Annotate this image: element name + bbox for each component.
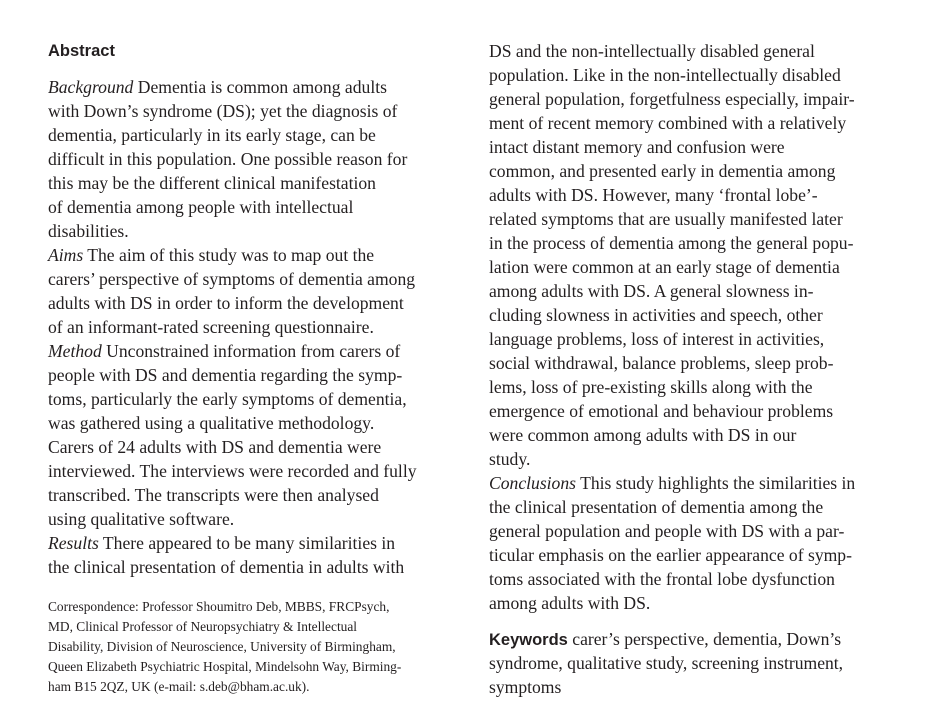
line-text: The aim of this study was to map out the	[83, 245, 375, 265]
line-text: were common among adults with DS in our	[489, 425, 797, 445]
abstract-left-line	[48, 291, 404, 315]
abstract-left-line	[48, 243, 374, 267]
abstract-left-line	[48, 339, 400, 363]
abstract-left-line	[48, 363, 402, 387]
line-text: study.	[489, 449, 531, 469]
line-text: lems, loss of pre-existing skills along with the	[489, 377, 813, 397]
line-text: carers’ perspective of symptoms of dementia among	[48, 269, 416, 289]
abstract-right-line	[489, 471, 855, 495]
line-text: population. Like in the non-intellectually disabled	[489, 65, 841, 85]
abstract-right-line	[489, 63, 841, 87]
abstract-left-line	[48, 267, 415, 291]
abstract-left-line	[48, 219, 129, 243]
line-text: the clinical presentation of dementia in adults with	[48, 557, 405, 577]
line-text: ment of recent memory combined with a relatively	[489, 113, 847, 133]
line-text: adults with DS in order to inform the development	[48, 293, 404, 313]
line-text: social withdrawal, balance problems, sleep prob-	[489, 353, 834, 373]
line-text: of an informant-rated screening questionnaire.	[48, 317, 374, 337]
section-label: Aims	[48, 245, 84, 265]
abstract-right-line	[489, 255, 840, 279]
section-label: Results	[48, 533, 99, 553]
abstract-left-line	[48, 99, 397, 123]
line-text: ticular emphasis on the earlier appearance of symp-	[489, 545, 852, 565]
abstract-right-line	[489, 135, 785, 159]
abstract-left-line	[48, 555, 404, 579]
line-text: language problems, loss of interest in activities,	[489, 329, 825, 349]
abstract-right-line	[489, 495, 823, 519]
abstract-right-line	[489, 207, 843, 231]
correspondence-line: MD, Clinical Professor of Neuropsychiatry & Intellectual	[48, 619, 358, 634]
abstract-heading: Abstract	[48, 42, 115, 60]
abstract-right-line	[489, 231, 853, 255]
line-text: Carers of 24 adults with DS and dementia were	[48, 437, 382, 457]
line-text: emergence of emotional and behaviour problems	[489, 401, 834, 421]
line-text: adults with DS. However, many ‘frontal lobe’-	[489, 185, 818, 205]
abstract-left-line	[48, 195, 353, 219]
line-text: among adults with DS.	[489, 593, 651, 613]
line-text: people with DS and dementia regarding the symp-	[48, 365, 403, 385]
line-text: in the process of dementia among the general popu-	[489, 233, 854, 253]
abstract-right-line	[489, 447, 530, 471]
line-text: transcribed. The transcripts were then analysed	[48, 485, 379, 505]
line-text: among adults with DS. A general slowness in-	[489, 281, 814, 301]
section-label: Background	[48, 77, 134, 97]
line-text: This study highlights the similarities in	[576, 473, 856, 493]
abstract-right-line	[489, 399, 833, 423]
abstract-right-line	[489, 159, 835, 183]
abstract-right-line	[489, 543, 852, 567]
line-text: dementia, particularly in its early stage, can be	[48, 125, 376, 145]
abstract-right-line	[489, 87, 855, 111]
correspondence-line: Disability, Division of Neuroscience, University of Birmingham,	[48, 639, 396, 654]
line-text: interviewed. The interviews were recorded and fully	[48, 461, 417, 481]
abstract-right-line	[489, 567, 835, 591]
line-text: difficult in this population. One possible reason for	[48, 149, 408, 169]
abstract-right-line	[489, 327, 824, 351]
abstract-right-line	[489, 183, 818, 207]
correspondence-line: ham B15 2QZ, UK (e-mail: s.deb@bham.ac.uk).	[48, 679, 310, 694]
abstract-right-line	[489, 303, 823, 327]
line-text: general population and people with DS with a par-	[489, 521, 845, 541]
line-text: of dementia among people with intellectual	[48, 197, 354, 217]
keywords-text: carer’s perspective, dementia, Down’s	[567, 629, 842, 649]
abstract-left-line	[48, 435, 381, 459]
abstract-left-line	[48, 483, 379, 507]
line-text: lation were common at an early stage of dementia	[489, 257, 840, 277]
line-text: general population, forgetfulness especially, impair-	[489, 89, 855, 109]
line-text: with Down’s syndrome (DS); yet the diagnosis of	[48, 101, 398, 121]
keywords-line-1	[489, 627, 841, 652]
abstract-left-line	[48, 411, 374, 435]
abstract-left-line	[48, 315, 374, 339]
line-text: disabilities.	[48, 221, 129, 241]
abstract-right-line	[489, 591, 650, 615]
keywords-line-2: syndrome, qualitative study, screening instrument,	[489, 653, 844, 673]
abstract-right-line	[489, 111, 846, 135]
abstract-right-line	[489, 351, 833, 375]
line-text: toms associated with the frontal lobe dysfunction	[489, 569, 835, 589]
line-text: cluding slowness in activities and speech, other	[489, 305, 823, 325]
line-text: There appeared to be many similarities in	[98, 533, 396, 553]
line-text: toms, particularly the early symptoms of dementia,	[48, 389, 407, 409]
abstract-left-line	[48, 387, 407, 411]
abstract-left-line	[48, 75, 387, 99]
abstract-left-line	[48, 459, 417, 483]
abstract-left-line	[48, 147, 407, 171]
correspondence-line: Correspondence: Professor Shoumitro Deb, MBBS, FRCPsych,	[48, 599, 390, 614]
line-text: Dementia is common among adults	[133, 77, 387, 97]
abstract-left-line	[48, 507, 234, 531]
line-text: common, and presented early in dementia among	[489, 161, 836, 181]
line-text: using qualitative software.	[48, 509, 235, 529]
abstract-right-line	[489, 279, 813, 303]
abstract-right-line	[489, 519, 844, 543]
line-text: the clinical presentation of dementia among the	[489, 497, 824, 517]
line-text: related symptoms that are usually manifested later	[489, 209, 843, 229]
abstract-right-line	[489, 423, 796, 447]
section-label: Method	[48, 341, 102, 361]
section-label: Conclusions	[489, 473, 576, 493]
line-text: Unconstrained information from carers of	[101, 341, 401, 361]
correspondence-line: Queen Elizabeth Psychiatric Hospital, Mindelsohn Way, Birming-	[48, 659, 402, 674]
abstract-left-line	[48, 171, 376, 195]
line-text: was gathered using a qualitative methodology.	[48, 413, 375, 433]
keywords-line-3: symptoms	[489, 677, 562, 697]
abstract-left-line	[48, 531, 395, 555]
line-text: DS and the non-intellectually disabled general	[489, 41, 815, 61]
line-text: intact distant memory and confusion were	[489, 137, 785, 157]
line-text: this may be the different clinical manifestation	[48, 173, 376, 193]
abstract-right-line	[489, 375, 813, 399]
abstract-left-line	[48, 123, 376, 147]
keywords-label: Keywords	[489, 631, 568, 649]
abstract-right-line	[489, 39, 815, 63]
